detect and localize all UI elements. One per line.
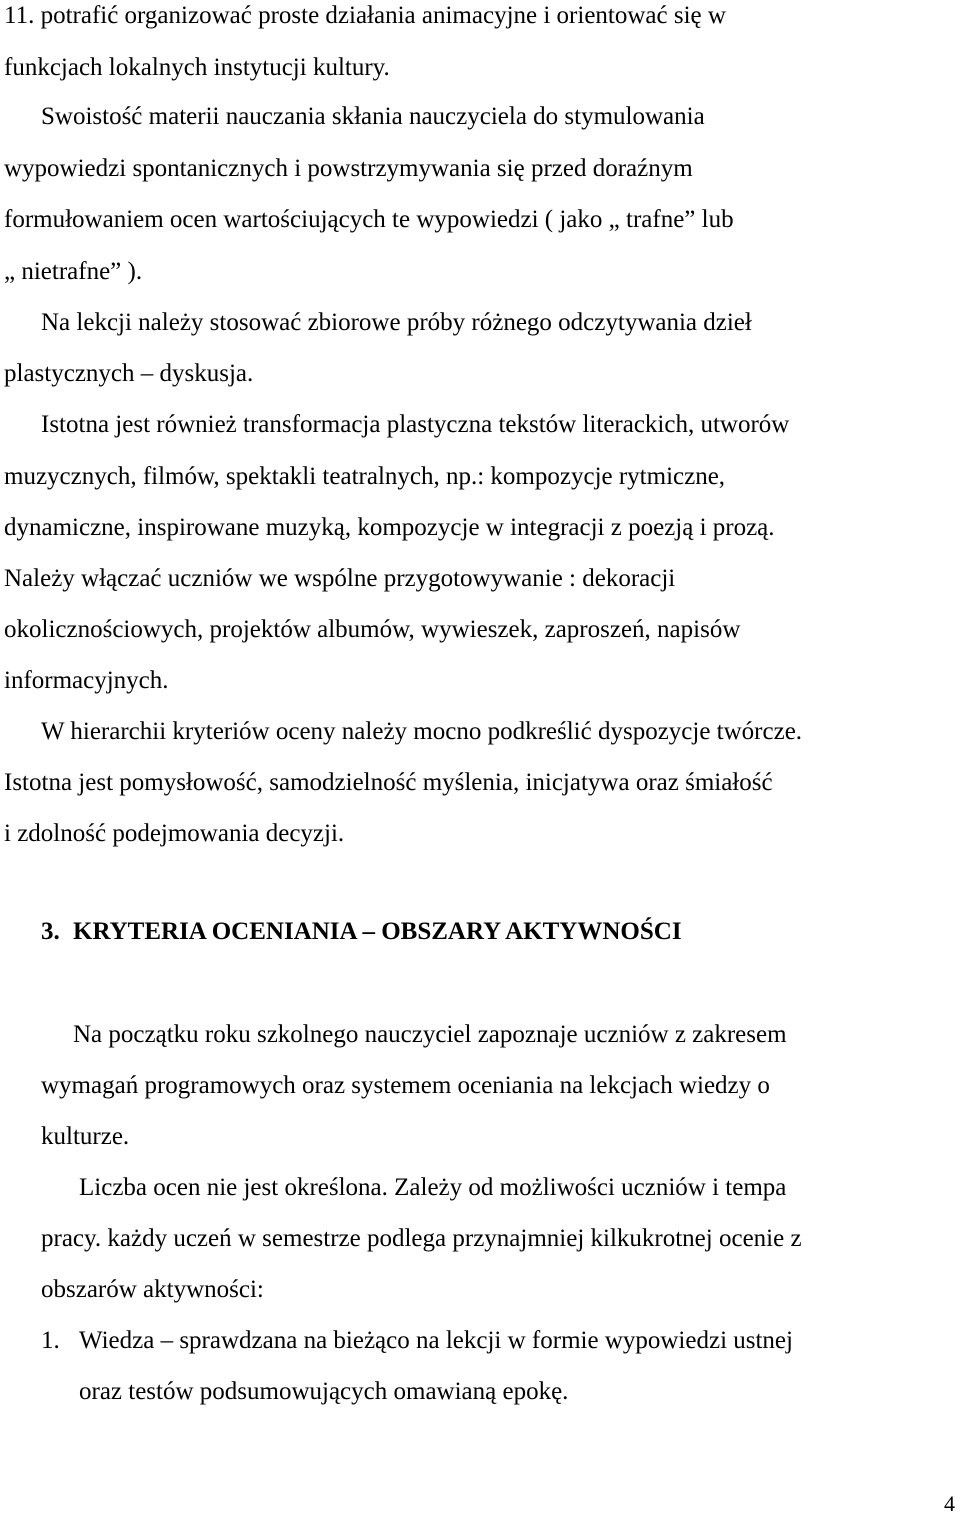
paragraph-1-line-1: Swoistość materii nauczania skłania nauczyciela do stymulowania: [41, 103, 705, 130]
paragraph-4-line-2: okolicznościowych, projektów albumów, wywieszek, zaproszeń, napisów: [4, 616, 741, 643]
section-3-heading: KRYTERIA OCENIANIA – OBSZARY AKTYWNOŚCI: [73, 918, 682, 945]
paragraph-1-line-3: formułowaniem ocen wartościujących te wypowiedzi ( jako „ trafne” lub: [4, 206, 734, 233]
paragraph-2-line-2: plastycznych – dyskusja.: [4, 360, 254, 387]
list-item-1-number: 1.: [41, 1327, 60, 1354]
item-11-line-2: funkcjach lokalnych instytucji kultury.: [4, 54, 390, 81]
list-item-1-line-2: oraz testów podsumowujących omawianą epokę.: [79, 1378, 569, 1405]
paragraph-1-line-4: „ nietrafne” ).: [4, 258, 143, 285]
paragraph-5-line-2: Istotna jest pomysłowość, samodzielność myślenia, inicjatywa oraz śmiałość: [4, 769, 773, 796]
list-item-1-line-1: Wiedza – sprawdzana na bieżąco na lekcji w formie wypowiedzi ustnej: [79, 1327, 793, 1354]
item-11-line-1: 11. potrafić organizować proste działania animacyjne i orientować się w: [4, 2, 726, 29]
page-number: 4: [944, 1491, 955, 1516]
paragraph-3-line-3: dynamiczne, inspirowane muzyką, kompozycje w integracji z poezją i prozą.: [4, 514, 775, 541]
paragraph-3-line-1: Istotna jest również transformacja plastyczna tekstów literackich, utworów: [41, 411, 790, 438]
paragraph-5-line-3: i zdolność podejmowania decyzji.: [4, 820, 345, 847]
paragraph-4-line-3: informacyjnych.: [4, 667, 169, 694]
section-3-paragraph-1-line-1: Na początku roku szkolnego nauczyciel zapoznaje uczniów z zakresem: [73, 1021, 787, 1048]
paragraph-5-line-1: W hierarchii kryteriów oceny należy mocno podkreślić dyspozycje twórcze.: [41, 718, 803, 745]
paragraph-3-line-2: muzycznych, filmów, spektakli teatralnych, np.: kompozycje rytmiczne,: [4, 463, 726, 490]
section-3-paragraph-1-line-3: kulturze.: [41, 1123, 130, 1150]
section-3-paragraph-2-line-2: pracy. każdy uczeń w semestrze podlega przynajmniej kilkukrotnej ocenie z: [41, 1225, 802, 1252]
section-3-paragraph-2-line-1: Liczba ocen nie jest określona. Zależy od możliwości uczniów i tempa: [79, 1174, 787, 1201]
paragraph-4-line-1: Należy włączać uczniów we wspólne przygotowywanie : dekoracji: [4, 565, 676, 592]
paragraph-2-line-1: Na lekcji należy stosować zbiorowe próby różnego odczytywania dzieł: [41, 309, 752, 336]
paragraph-1-line-2: wypowiedzi spontanicznych i powstrzymywania się przed doraźnym: [4, 155, 693, 182]
section-3-paragraph-1-line-2: wymagań programowych oraz systemem oceniania na lekcjach wiedzy o: [41, 1072, 770, 1099]
section-3-paragraph-2-line-3: obszarów aktywności:: [41, 1276, 264, 1303]
section-3-heading-number: 3.: [41, 918, 60, 945]
